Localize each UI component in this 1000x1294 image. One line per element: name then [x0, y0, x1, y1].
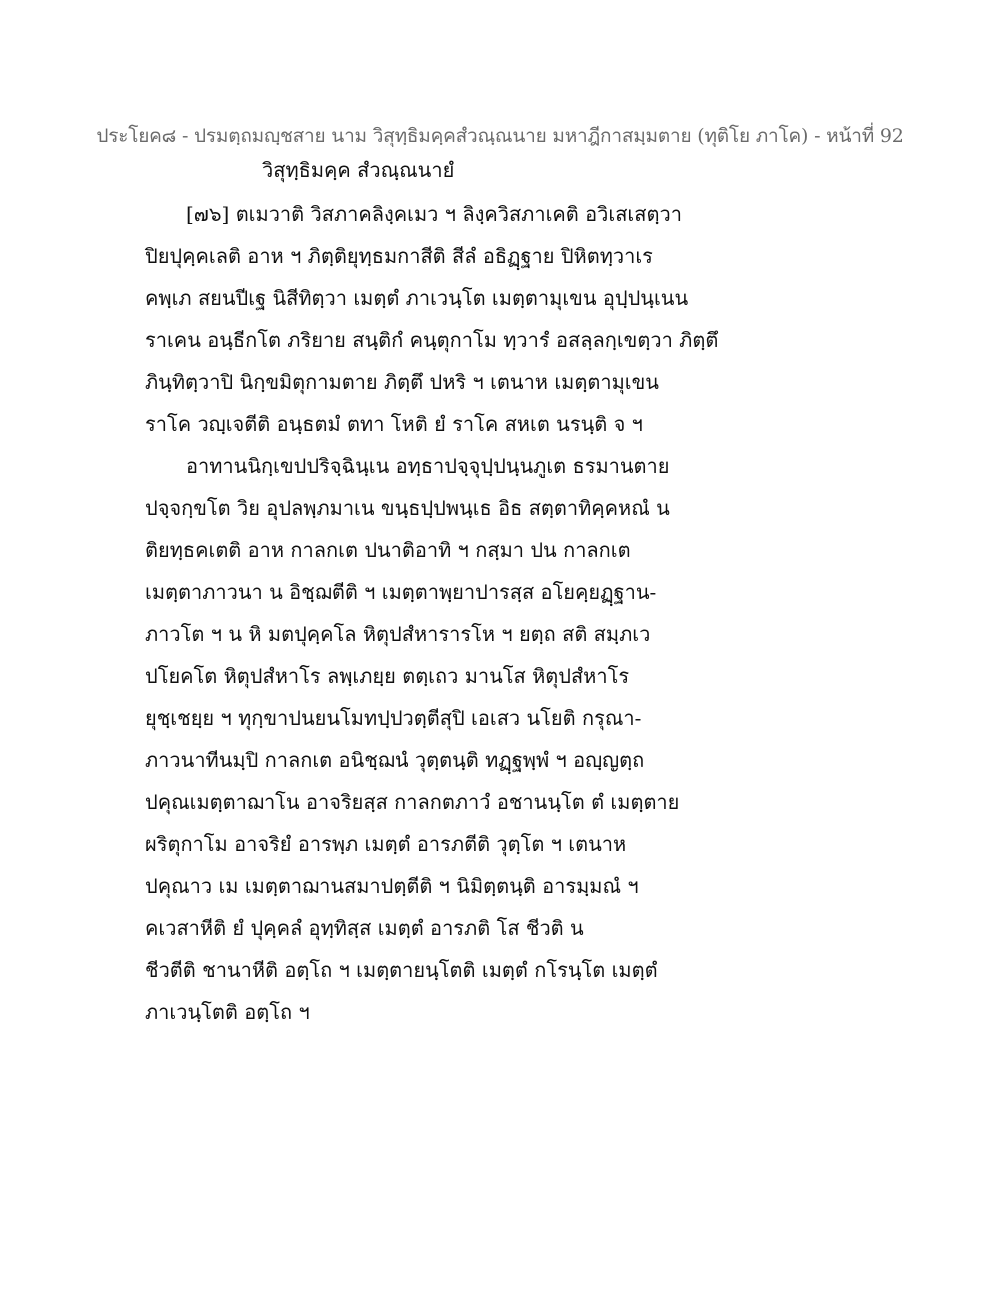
text-line: เมตฺตาภาวนา น อิชฺฌตีติ ฯ เมตฺตาพฺยาปารสฺส อโยคฺยฏฺฐาน- — [145, 580, 657, 604]
text-line: ภาวนาทีนมฺปิ กาลกเต อนิชฺฌนํ วุตฺตนฺติ ทฏฺฐพฺพํ ฯ อญฺญตฺถ — [145, 748, 645, 772]
text-line: คพฺเภ สยนปีเฐ นิสีทิตฺวา เมตฺตํ ภาเวนฺโต เมตฺตามุเขน อุปฺปนฺเนน — [145, 286, 689, 310]
text-line: ปจฺจกฺขโต วิย อุปลพฺภมาเน ขนฺธปฺปพนฺเธ อิธ สตฺตาทิคฺคหณํ น — [145, 496, 670, 520]
text-line: [๗๖] ตเมวาติ วิสภาคลิงฺคเมว ฯ ลิงฺควิสภาเคติ อวิเสเสตฺวา — [186, 202, 682, 226]
text-line: อาทานนิกฺเขปปริจฺฉินฺเน อทฺธาปจฺจุปฺปนฺนภูเต ธรมานตาย — [186, 454, 670, 478]
text-line: ภินฺทิตฺวาปิ นิกฺขมิตุกามตาย ภิตฺตึ ปหริ ฯ เตนาห เมตฺตามุเขน — [145, 370, 659, 394]
text-line: คเวสาหีติ ยํ ปุคฺคลํ อุทฺทิสฺส เมตฺตํ อารภติ โส ชีวติ น — [145, 916, 584, 940]
text-line: ยุชฺเชยฺย ฯ ทุกฺขาปนยนโมทปฺปวตฺตีสุปิ เอเสว นโยติ กรุณา- — [145, 706, 642, 730]
text-line: ราโค วญฺเจตีติ อนฺธตมํ ตทา โหติ ยํ ราโค สหเต นรนฺติ จ ฯ — [145, 412, 643, 436]
text-line: ปโยคโต หิตุปสํหาโร ลพฺเภยฺย ตตฺเถว มานโส หิตุปสํหาโร — [145, 664, 630, 688]
text-line: ปคุณาว เม เมตฺตาฌานสมาปตฺตีติ ฯ นิมิตฺตนฺติ อารมฺมณํ ฯ — [145, 874, 639, 898]
text-line: ชีวตีติ ชานาหีติ อตฺโถ ฯ เมตฺตายนฺโตติ เมตฺตํ กโรนฺโต เมตฺตํ — [145, 958, 658, 982]
text-line: ภาเวนฺโตติ อตฺโถ ฯ — [145, 1000, 310, 1024]
running-header: ประโยค๘ - ปรมตฺถมญฺชสาย นาม วิสุทฺธิมคฺคสํวณฺณนาย มหาฎีกาสมฺมตาย (ทุติโย ภาโค) - หน้าที่ 92 — [96, 125, 904, 147]
text-line: ติยทฺธคเตติ อาห กาลกเต ปนาติอาทิ ฯ กสฺมา ปน กาลกเต — [145, 538, 631, 562]
text-line: ปคุณเมตฺตาฌาโน อาจริยสฺส กาลกตภาวํ อชานนฺโต ตํ เมตฺตาย — [145, 790, 680, 814]
text-line: ปิยปุคฺคเลติ อาห ฯ ภิตฺติยุทฺธมกาสีติ สีลํ อธิฏฺฐาย ปิหิตทฺวาเร — [145, 244, 653, 268]
text-line: ราเคน อนฺธีกโต ภริยาย สนฺติกํ คนฺตุกาโม ทฺวารํ อสลฺลกฺเขตฺวา ภิตฺตึ — [145, 328, 719, 352]
text-line: ภาวโต ฯ น หิ มตปุคฺคโล หิตุปสํหารารโห ฯ ยตฺถ สติ สมฺภเว — [145, 622, 651, 646]
text-line: ผริตุกาโม อาจริยํ อารพฺภ เมตฺตํ อารภตีติ วุตฺโต ฯ เตนาห — [145, 832, 627, 856]
section-title: วิสุทฺธิมคฺค สํวณฺณนายํ — [262, 158, 455, 182]
